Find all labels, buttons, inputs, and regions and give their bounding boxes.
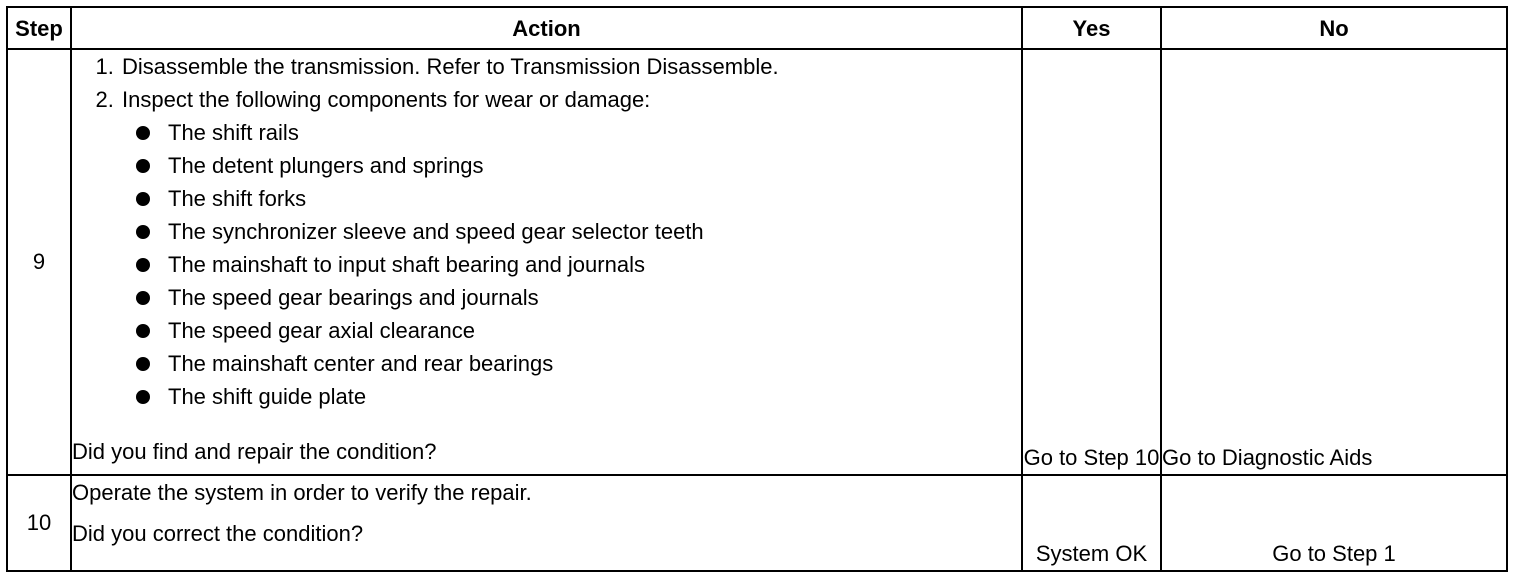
header-yes: Yes <box>1022 7 1161 49</box>
component-text: The detent plungers and springs <box>168 153 484 178</box>
bullet-icon <box>136 192 150 206</box>
component-item <box>168 281 1021 314</box>
component-text: The synchronizer sleeve and speed gear selector teeth <box>168 219 704 244</box>
component-text: The speed gear bearings and journals <box>168 285 539 310</box>
bullet-icon <box>136 126 150 140</box>
step-number: 9 <box>7 49 71 475</box>
yes-result: Go to Step 10 <box>1022 49 1161 475</box>
header-action: Action <box>71 7 1022 49</box>
components-list <box>122 116 1021 413</box>
bullet-icon <box>136 225 150 239</box>
action-cell <box>71 49 1022 475</box>
action-cell <box>71 475 1022 571</box>
bullet-icon <box>136 324 150 338</box>
header-step: Step <box>7 7 71 49</box>
action-step-text: Inspect the following components for wear or damage: <box>122 87 651 112</box>
bullet-icon <box>136 258 150 272</box>
component-item <box>168 215 1021 248</box>
component-text: The shift rails <box>168 120 299 145</box>
component-item <box>168 116 1021 149</box>
component-item <box>168 248 1021 281</box>
action-text: Operate the system in order to verify the repair. <box>72 479 532 505</box>
component-item <box>168 380 1021 413</box>
component-text: The speed gear axial clearance <box>168 318 475 343</box>
action-question: Did you find and repair the condition? <box>72 439 437 464</box>
component-item <box>168 182 1021 215</box>
bullet-icon <box>136 159 150 173</box>
table-row-step-10 <box>7 475 1507 571</box>
step-number: 10 <box>7 475 71 571</box>
component-text: The mainshaft center and rear bearings <box>168 351 554 376</box>
bullet-icon <box>136 291 150 305</box>
action-step: 1. Disassemble the transmission. Refer to Transmission Disassemble. <box>120 50 1021 83</box>
component-text: The mainshaft to input shaft bearing and journals <box>168 252 645 277</box>
action-step <box>120 83 1021 413</box>
diagnostic-table <box>6 6 1508 572</box>
component-item <box>168 314 1021 347</box>
bullet-icon <box>136 357 150 371</box>
header-no: No <box>1161 7 1507 49</box>
yes-result: System OK <box>1022 475 1161 571</box>
component-text: The shift guide plate <box>168 384 367 409</box>
no-result: Go to Diagnostic Aids <box>1161 49 1507 475</box>
component-item <box>168 347 1021 380</box>
no-result: Go to Step 1 <box>1161 475 1507 571</box>
bullet-icon <box>136 390 150 404</box>
action-steps-list <box>72 50 1021 413</box>
component-text: The shift forks <box>168 186 307 211</box>
table-row-step-9 <box>7 49 1507 475</box>
action-question: Did you correct the condition? <box>72 520 364 546</box>
header-row <box>7 7 1507 49</box>
component-item <box>168 149 1021 182</box>
